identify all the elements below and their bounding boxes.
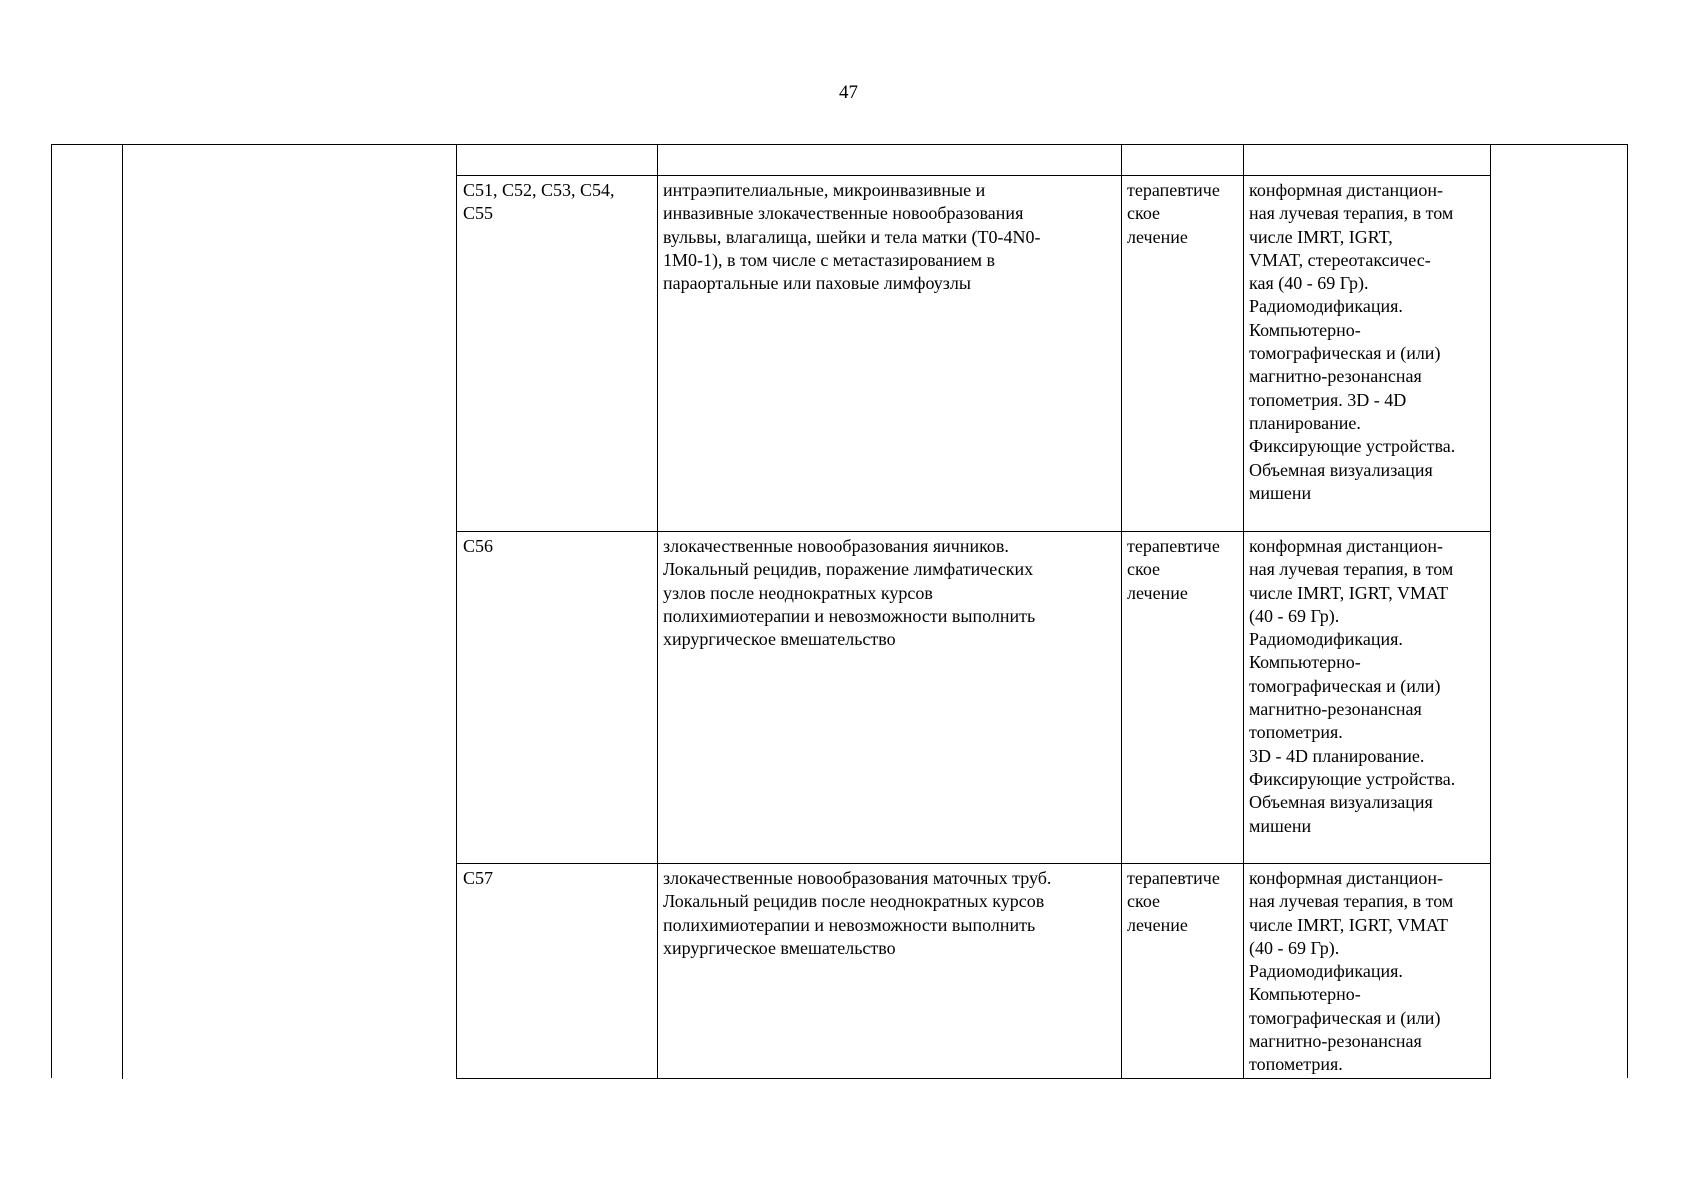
table-row-3-method: конформная дистанцион- ная лучевая терапия, в том числе IMRT, IGRT, VMAT (40 - 69 Гр). Радиомодификация. Компьютерно- томографическая и (или) магнитно-резонансная топометрия. <box>1249 868 1454 1075</box>
row-divider-2 <box>456 863 1490 864</box>
divider-col-5 <box>1243 145 1244 1079</box>
table-row-1-method: конформная дистанцион- ная лучевая терапия, в том числе IMRT, IGRT, VMAT, стереотаксичес- кая (40 - 69 Гр). Радиомодификация. Компьютерно- томографическая и (или) магнитно-резонансная топометрия. 3D - 4D планирование. Фиксирующие устройства. Объемная визуализация мишени <box>1249 180 1456 503</box>
row-divider-top <box>456 175 1490 176</box>
table-row-3-treatment-type: терапевтиче ское лечение <box>1127 868 1220 935</box>
row-divider-bottom <box>456 1078 1490 1079</box>
divider-col-1 <box>122 145 123 1079</box>
table-row-2-code: C56 <box>463 536 494 556</box>
divider-col-2 <box>456 145 457 1079</box>
row-divider-1 <box>456 531 1490 532</box>
divider-col-3 <box>657 145 658 1079</box>
table-row-2-method: конформная дистанцион- ная лучевая терапия, в том числе IMRT, IGRT, VMAT (40 - 69 Гр). Радиомодификация. Компьютерно- томографическая и (или) магнитно-резонансная топометрия. 3D - 4D планирование. Фиксирующие устройства. Объемная визуализация мишени <box>1249 536 1456 836</box>
page-number: 47 <box>839 82 858 103</box>
divider-col-6 <box>1490 145 1491 1079</box>
procedures-table <box>51 144 1628 1078</box>
table-row-2-description: злокачественные новообразования яичников. Локальный рецидив, поражение лимфатических узлов после неоднократных курсов полихимиотерапии и невозможности выполнить хирургическое вмешательство <box>663 536 1036 650</box>
table-row-1-treatment-type: терапевтиче ское лечение <box>1127 180 1220 247</box>
table-row-1-code: C51, C52, C53, C54, C55 <box>463 180 615 224</box>
table-row-2-treatment-type: терапевтиче ское лечение <box>1127 536 1220 603</box>
table-row-3-description: злокачественные новообразования маточных труб. Локальный рецидив после неоднократных курсов полихимиотерапии и невозможности выполнить хирургическое вмешательство <box>663 868 1052 958</box>
divider-col-4 <box>1121 145 1122 1079</box>
table-row-1-description: интраэпителиальные, микроинвазивные и инвазивные злокачественные новообразования вульвы, влагалища, шейки и тела матки (T0-4N0- 1M0-1), в том числе с метастазированием в параортальные или паховые лимфоузлы <box>663 180 1041 294</box>
table-row-3-code: C57 <box>463 868 494 888</box>
